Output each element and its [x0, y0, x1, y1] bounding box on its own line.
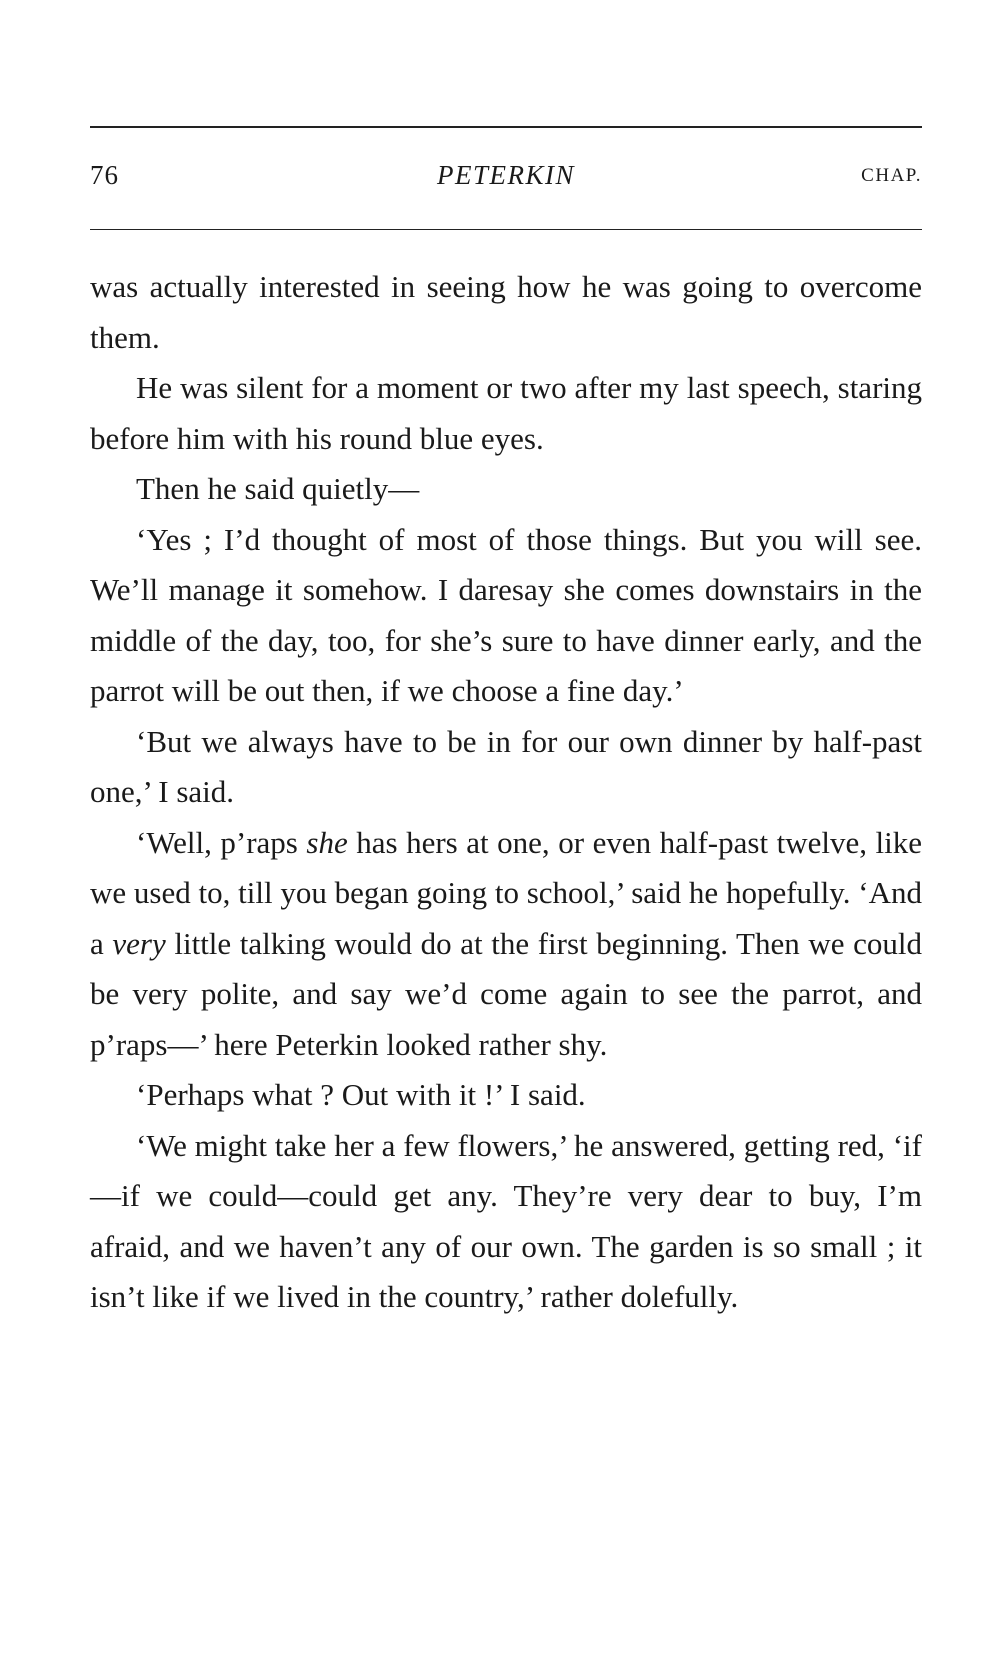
paragraph: [90, 818, 922, 1071]
paragraph-text: little talking would do at the first beginning. Then we could be very polite, and say we’d come again to see the parrot, and p’raps—’ here Peterkin looked rather shy.: [90, 925, 922, 1062]
paragraph: [90, 262, 922, 363]
paragraph-text: ‘But we always have to be in for our own dinner by half-past one,’ I said.: [90, 723, 922, 809]
running-head: [90, 160, 922, 200]
body-text: [90, 262, 922, 1323]
paragraph-text: has hers at one, or even half-past twelve, like we used to, till you began going to school,’ said he hopefully. ‘And a: [90, 824, 922, 961]
italic-text: very: [112, 925, 166, 961]
paragraph: [90, 464, 922, 515]
paragraph: [90, 515, 922, 717]
paragraph-text: ‘Well, p’raps: [136, 824, 307, 860]
paragraph: [90, 363, 922, 464]
chapter-label: CHAP.: [861, 165, 922, 186]
italic-text: she: [306, 824, 348, 860]
page-number: 76: [90, 160, 119, 190]
paragraph: [90, 1070, 922, 1121]
paragraph: [90, 717, 922, 818]
paragraph-text: ‘Perhaps what ? Out with it !’ I said.: [136, 1077, 586, 1112]
paragraph-text: was actually interested in seeing how he was going to overcome them.: [90, 269, 922, 355]
paragraph-text: Then he said quietly—: [136, 471, 420, 506]
paragraph-text: He was silent for a moment or two after my last speech, staring before him with his round blue eyes.: [90, 370, 922, 456]
header-bottom-rule: [90, 229, 922, 230]
header-top-rule: [90, 126, 922, 128]
paragraph-text: ‘Yes ; I’d thought of most of those things. But you will see. We’ll manage it somehow. I daresay she comes downstairs in the middle of the day, too, for she’s sure to have dinner early, and the parrot will be out then, if we choose a fine day.’: [90, 521, 922, 708]
paragraph-text: ‘We might take her a few flowers,’ he answered, getting red, ‘if—if we could—could get any. They’re very dear to buy, I’m afraid, and we haven’t any of our own. The garden is so small ; it isn’t like if we lived in the country,’ rather dolefully.: [90, 1127, 922, 1314]
paragraph: [90, 1121, 922, 1323]
running-title: PETERKIN: [437, 160, 575, 190]
